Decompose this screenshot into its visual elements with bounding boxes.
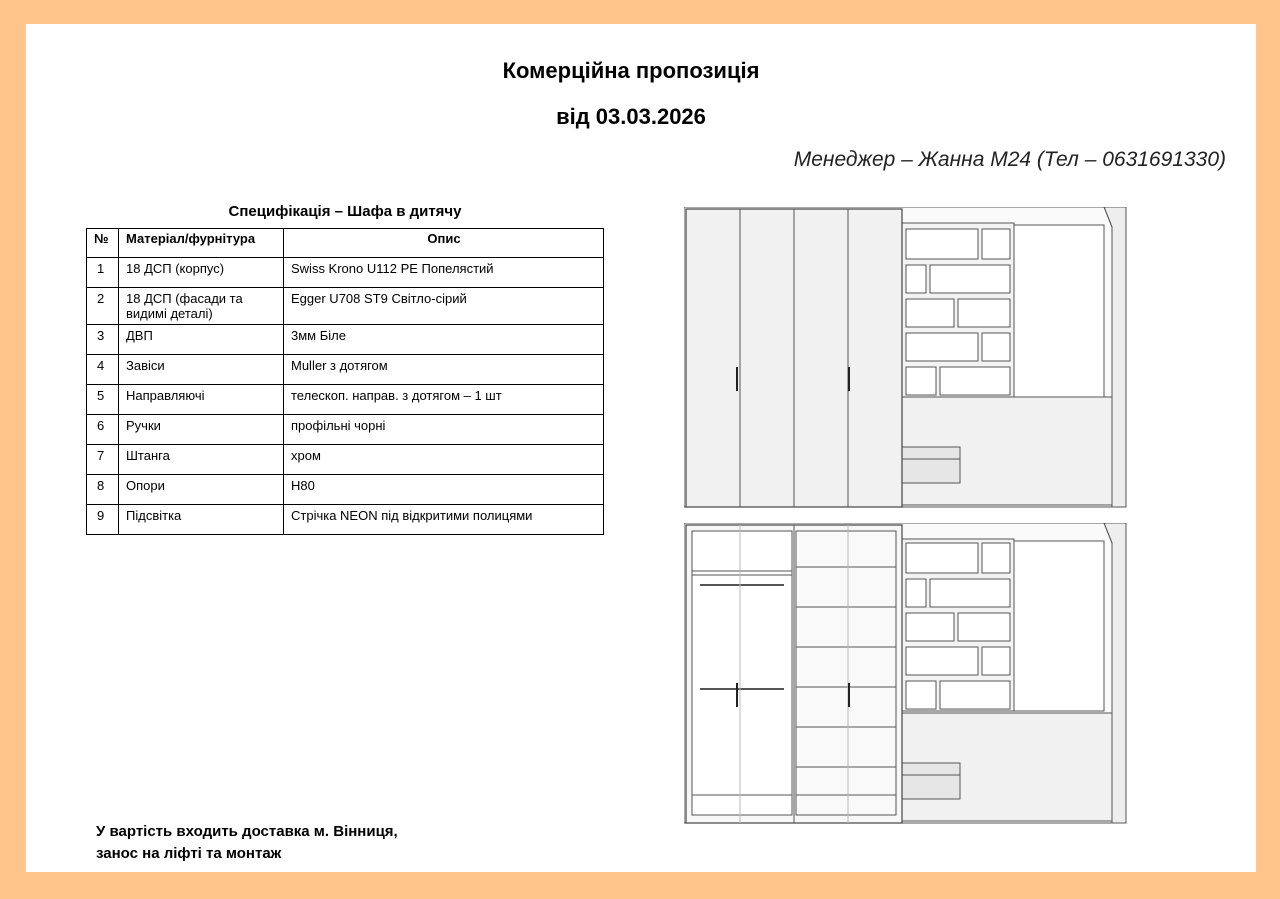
row-material: 18 ДСП (корпус) [119,258,284,288]
row-description: хром [284,445,604,475]
row-material: Опори [119,475,284,505]
table-row [87,385,604,415]
row-material: Ручки [119,415,284,445]
footer-line-1: У вартість входить доставка м. Вінниця, [96,823,398,840]
table-header-row [87,229,604,258]
table-row [87,288,604,325]
row-number: 7 [87,445,119,475]
handle-icon [848,683,850,707]
manager-contact: Менеджер – Жанна М24 (Тел – 0631691330) [793,148,1226,171]
row-number: 9 [87,505,119,535]
row-number: 2 [87,288,119,325]
column-header-material: Матеріал/фурнітура [119,229,284,258]
row-number: 1 [87,258,119,288]
table-row [87,325,604,355]
spec-heading: Специфікація – Шафа в дитячу [228,203,462,220]
row-material: ДВП [119,325,284,355]
row-description: 3мм Біле [284,325,604,355]
wardrobe-closed-svg [684,207,1128,509]
row-description: H80 [284,475,604,505]
row-description: телескоп. направ. з дотягом – 1 шт [284,385,604,415]
column-header-number: № [87,229,119,258]
row-material: Штанга [119,445,284,475]
handle-icon [736,683,738,707]
footer-note [96,821,398,865]
row-description: Muller з дотягом [284,355,604,385]
document-date: від 03.03.2026 [556,104,706,129]
table-row [87,445,604,475]
row-description: Swiss Krono U112 PE Попелястий [284,258,604,288]
handle-icon [848,367,850,391]
wardrobe-closed-drawing [684,207,1128,509]
handle-icon [736,367,738,391]
column-header-description: Опис [284,229,604,258]
document-title: Комерційна пропозиція [502,58,760,83]
table-row [87,475,604,505]
row-description: профільні чорні [284,415,604,445]
table-row [87,355,604,385]
row-material: Завіси [119,355,284,385]
table-row [87,505,604,535]
row-material: Направляючі [119,385,284,415]
row-number: 6 [87,415,119,445]
table-row [87,415,604,445]
row-number: 8 [87,475,119,505]
row-number: 5 [87,385,119,415]
table-row [87,258,604,288]
row-material: Підсвітка [119,505,284,535]
footer-line-2: занос на ліфті та монтаж [96,845,282,862]
row-number: 3 [87,325,119,355]
row-description: Egger U708 ST9 Світло-сірий [284,288,604,325]
spec-table [86,228,604,535]
row-description: Стрічка NEON під відкритими полицями [284,505,604,535]
wardrobe-open-svg [684,523,1128,825]
row-number: 4 [87,355,119,385]
row-material: 18 ДСП (фасади та видимі деталі) [119,288,284,325]
wardrobe-open-drawing [684,523,1128,825]
